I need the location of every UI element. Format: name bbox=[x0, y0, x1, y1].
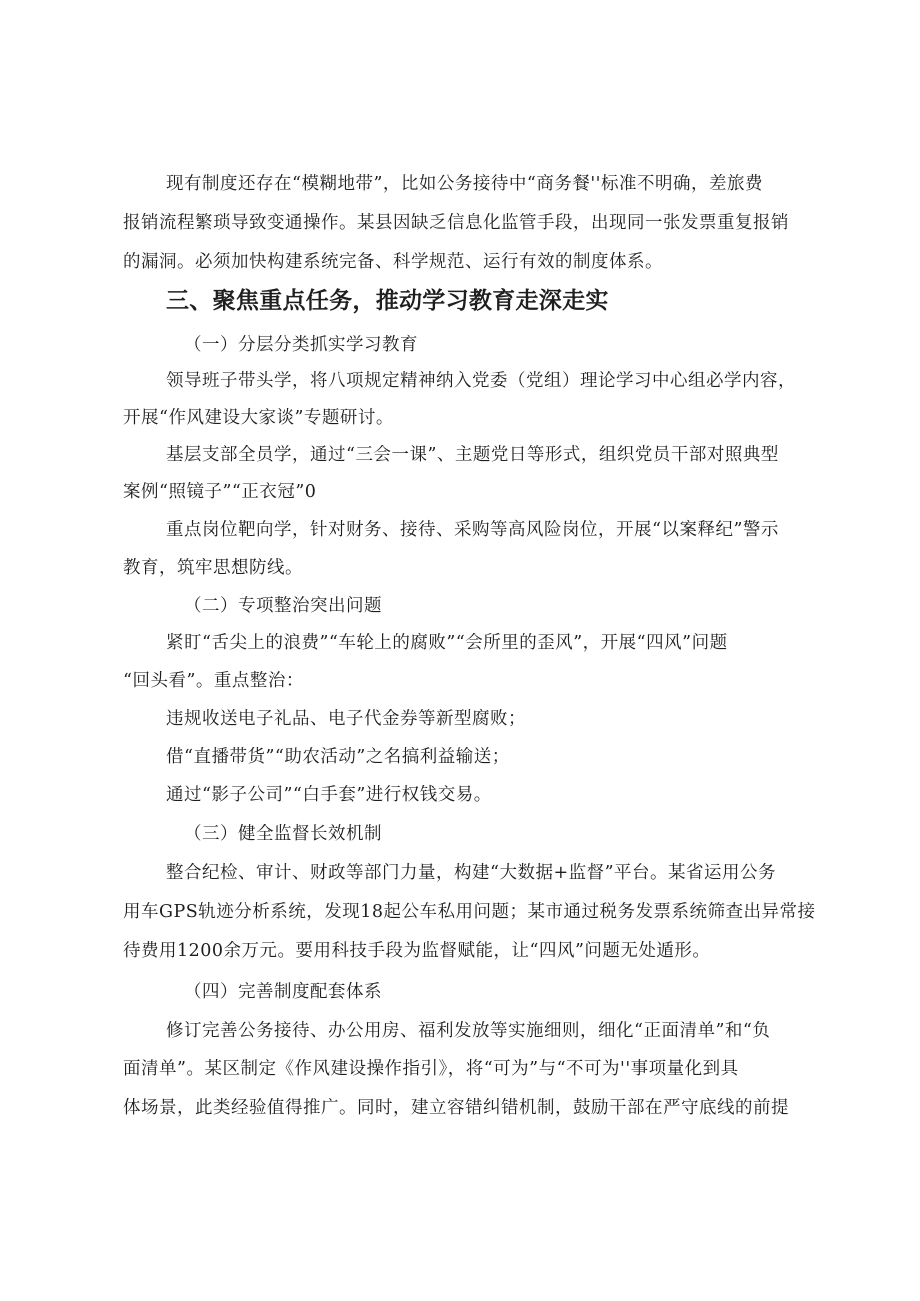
paragraph-line: 案例“照镜子”“正衣冠”0 bbox=[123, 482, 317, 502]
subsection-heading: （一）分层分类抓实学习教育 bbox=[184, 335, 418, 355]
list-item: 通过“影子公司”“白手套”进行权钱交易。 bbox=[166, 785, 492, 805]
paragraph-line: 领导班子带头学，将八项规定精神纳入党委（党组）理论学习中心组必学内容， bbox=[166, 371, 796, 391]
paragraph-line: 待费用1200余万元。要用科技手段为监督赋能，让“四风”问题无处遁形。 bbox=[123, 941, 711, 961]
paragraph-line: 的漏洞。必须加快构建系统完备、科学规范、运行有效的制度体系。 bbox=[123, 252, 663, 272]
paragraph-line: 现有制度还存在“模糊地带”，比如公务接待中“商务餐''标准不明确，差旅费 bbox=[166, 174, 763, 194]
paragraph-line: 报销流程繁琐导致变通操作。某县因缺乏信息化监管手段，出现同一张发票重复报销 bbox=[123, 213, 789, 233]
paragraph-line: 修订完善公务接待、办公用房、福利发放等实施细则，细化“正面清单”和“负 bbox=[166, 1021, 771, 1041]
paragraph-line: 体场景，此类经验值得推广。同时，建立容错纠错机制，鼓励干部在严守底线的前提 bbox=[123, 1098, 789, 1118]
paragraph-line: 开展“作风建设大家谈”专题研讨。 bbox=[123, 408, 394, 428]
subsection-heading: （二）专项整治突出问题 bbox=[184, 596, 382, 616]
paragraph-line: 用车GPS轨迹分析系统，发现18起公车私用问题；某市通过税务发票系统筛查出异常接 bbox=[123, 902, 816, 922]
section-heading: 三、聚焦重点任务，推动学习教育走深走实 bbox=[166, 288, 609, 314]
subsection-heading: （三）健全监督长效机制 bbox=[184, 824, 382, 844]
paragraph-line: 教育，筑牢思想防线。 bbox=[123, 558, 303, 578]
paragraph-line: 整合纪检、审计、财政等部门力量，构建“大数据+监督”平台。某省运用公务 bbox=[166, 863, 777, 883]
paragraph-line: 紧盯“舌尖上的浪费”“车轮上的腐败”“会所里的歪风”，开展“四风”问题 bbox=[166, 633, 728, 653]
paragraph-line: 重点岗位靶向学，针对财务、接待、采购等高风险岗位，开展“以案释纪”警示 bbox=[166, 520, 779, 540]
paragraph-line: 面清单”。某区制定《作风建设操作指引》，将“可为”与“不可为''事项量化到具 bbox=[123, 1059, 739, 1079]
paragraph-line: 基层支部全员学，通过“三会一课”、主题党日等形式，组织党员干部对照典型 bbox=[166, 445, 779, 465]
list-item: 借“直播带货”“助农活动”之名搞利益输送； bbox=[166, 747, 510, 767]
subsection-heading: （四）完善制度配套体系 bbox=[184, 982, 382, 1002]
paragraph-line: “回头看”。重点整治： bbox=[123, 671, 304, 691]
list-item: 违规收送电子礼品、电子代金券等新型腐败； bbox=[166, 709, 526, 729]
